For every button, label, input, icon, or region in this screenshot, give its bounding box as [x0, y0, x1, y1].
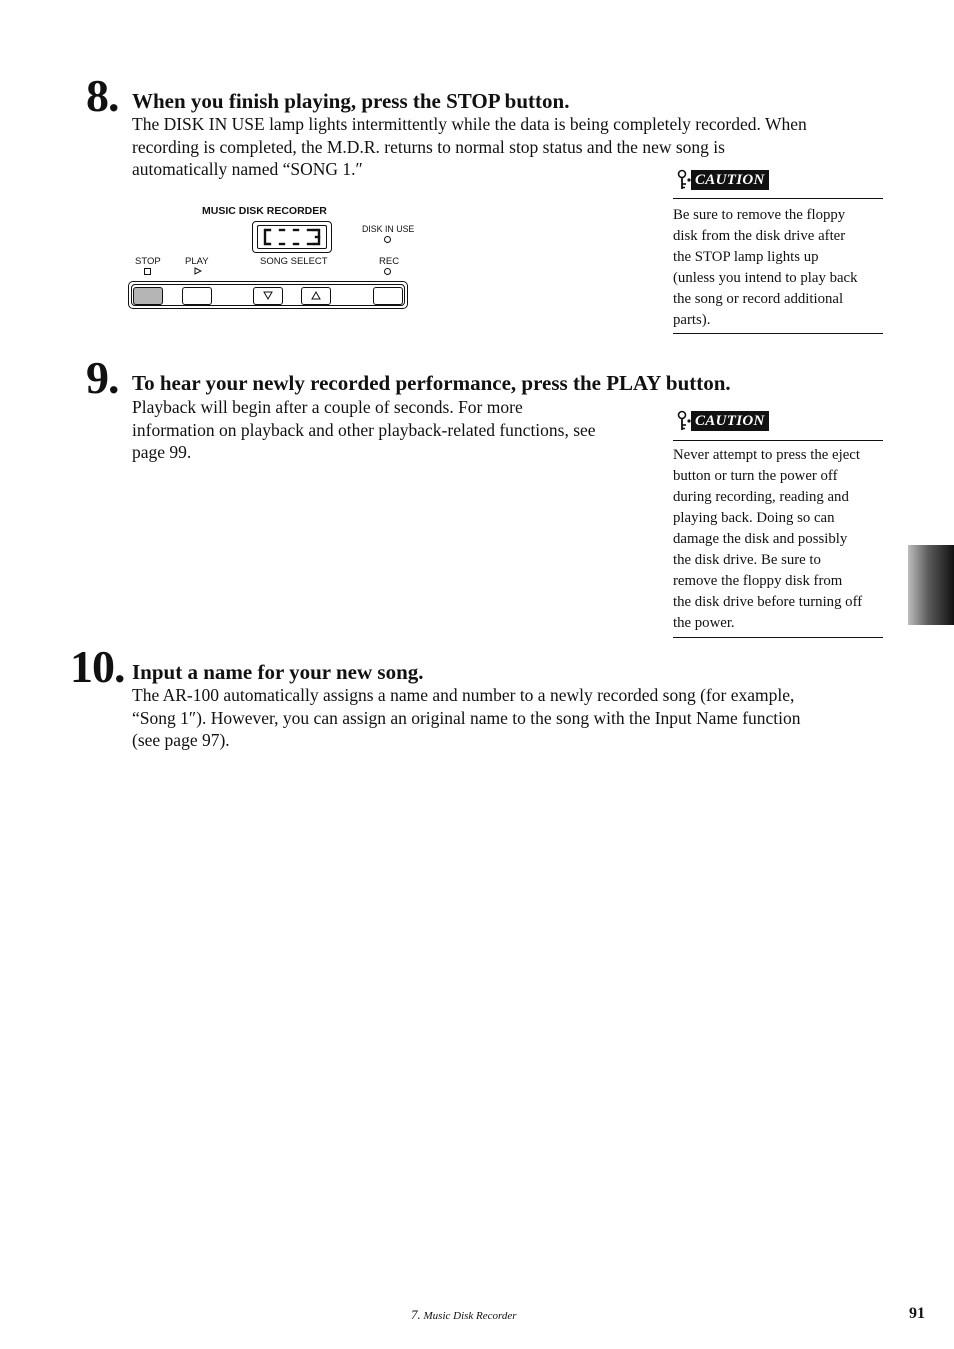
panel-title: MUSIC DISK RECORDER [202, 205, 327, 217]
song-select-up-button[interactable] [301, 287, 331, 305]
step-9-line-1: Playback will begin after a couple of seconds. For more [132, 397, 523, 417]
page-number: 91 [909, 1305, 925, 1322]
caution-2-line: the disk drive before turning off [673, 594, 863, 610]
step-10-line-3: (see page 97). [132, 730, 230, 751]
play-label: PLAY [185, 256, 209, 267]
step-8-line-1: The DISK IN USE lamp lights intermittently while the data is being completely recorded. When [132, 114, 807, 134]
triangle-down-icon [254, 288, 282, 304]
disk-in-use-label: DISK IN USE [362, 224, 415, 234]
caution-key-icon [677, 410, 691, 432]
segment-display-icon [258, 226, 326, 248]
caution-2-line: playing back. Doing so can [673, 510, 835, 526]
rec-lamp-icon [384, 268, 391, 275]
caution-2-line: the power. [673, 615, 735, 631]
rec-label: REC [379, 256, 400, 267]
song-select-label: SONG SELECT [260, 256, 328, 267]
stop-lamp-icon [144, 268, 151, 275]
step-8-title: When you finish playing, press the STOP button. [132, 89, 570, 113]
step-10-body [132, 684, 801, 752]
caution-rule-2 [673, 440, 883, 441]
step-9-line-2: information on playback and other playback-related functions, see [132, 419, 596, 440]
step-8-number: 8. [86, 70, 119, 121]
panel-button-row [128, 281, 408, 309]
caution-badge-1 [677, 169, 769, 191]
footer-chapter-title: Music Disk Recorder [423, 1310, 517, 1322]
mdr-panel-illustration [128, 204, 415, 312]
triangle-up-icon [302, 288, 330, 304]
step-9-number: 9. [86, 352, 119, 403]
panel-display-inner [257, 225, 327, 249]
footer-chapter [411, 1307, 517, 1323]
chapter-side-tab [908, 545, 954, 625]
step-10-line-2: “Song 1″). However, you can assign an original name to the song with the Input Name function [132, 707, 801, 728]
caution-1-line: disk from the disk drive after [673, 228, 846, 244]
step-9-line-3: page 99. [132, 442, 192, 463]
step-8-line-3: automatically named “SONG 1.″ [132, 159, 363, 180]
rec-button[interactable] [373, 287, 403, 305]
caution-2-line: button or turn the power off [673, 468, 838, 484]
caution-2-line: during recording, reading and [673, 489, 849, 505]
caution-2-line: damage the disk and possibly [673, 531, 848, 547]
caution-1-line: the song or record additional [673, 291, 844, 307]
caution-1-line: parts). [673, 312, 711, 328]
caution-1-line: (unless you intend to play back [673, 270, 858, 286]
panel-display [252, 221, 332, 253]
caution-2-line: Never attempt to press the eject [673, 447, 860, 463]
caution-label-2: CAUTION [691, 411, 769, 431]
caution-badge-2 [677, 410, 769, 432]
caution-text-2 [673, 445, 883, 634]
footer-chapter-number: 7. [411, 1307, 421, 1322]
caution-1-line: Be sure to remove the floppy [673, 207, 846, 223]
step-10-title: Input a name for your new song. [132, 660, 424, 684]
caution-2-line: the disk drive. Be sure to [673, 552, 821, 568]
song-select-down-button[interactable] [253, 287, 283, 305]
caution-rule-1 [673, 198, 883, 199]
caution-2-line: remove the floppy disk from [673, 573, 843, 589]
caution-text-1 [673, 205, 883, 331]
caution-1-line: the STOP lamp lights up [673, 249, 819, 265]
step-8-line-2: recording is completed, the M.D.R. returns to normal stop status and the new song is [132, 136, 725, 157]
step-9-body [132, 396, 596, 464]
step-9-title: To hear your newly recorded performance, press the PLAY button. [132, 371, 731, 395]
caution-box-1 [673, 168, 883, 334]
stop-button[interactable] [133, 287, 163, 305]
step-10-number: 10. [70, 641, 125, 692]
disk-in-use-lamp-icon [384, 236, 391, 243]
caution-key-icon [677, 169, 691, 191]
caution-label-1: CAUTION [691, 170, 769, 190]
caution-box-2 [673, 409, 883, 638]
step-10-line-1: The AR-100 automatically assigns a name and number to a newly recorded song (for example, [132, 685, 795, 705]
stop-label: STOP [135, 256, 161, 267]
play-lamp-icon [194, 267, 202, 275]
play-button[interactable] [182, 287, 212, 305]
